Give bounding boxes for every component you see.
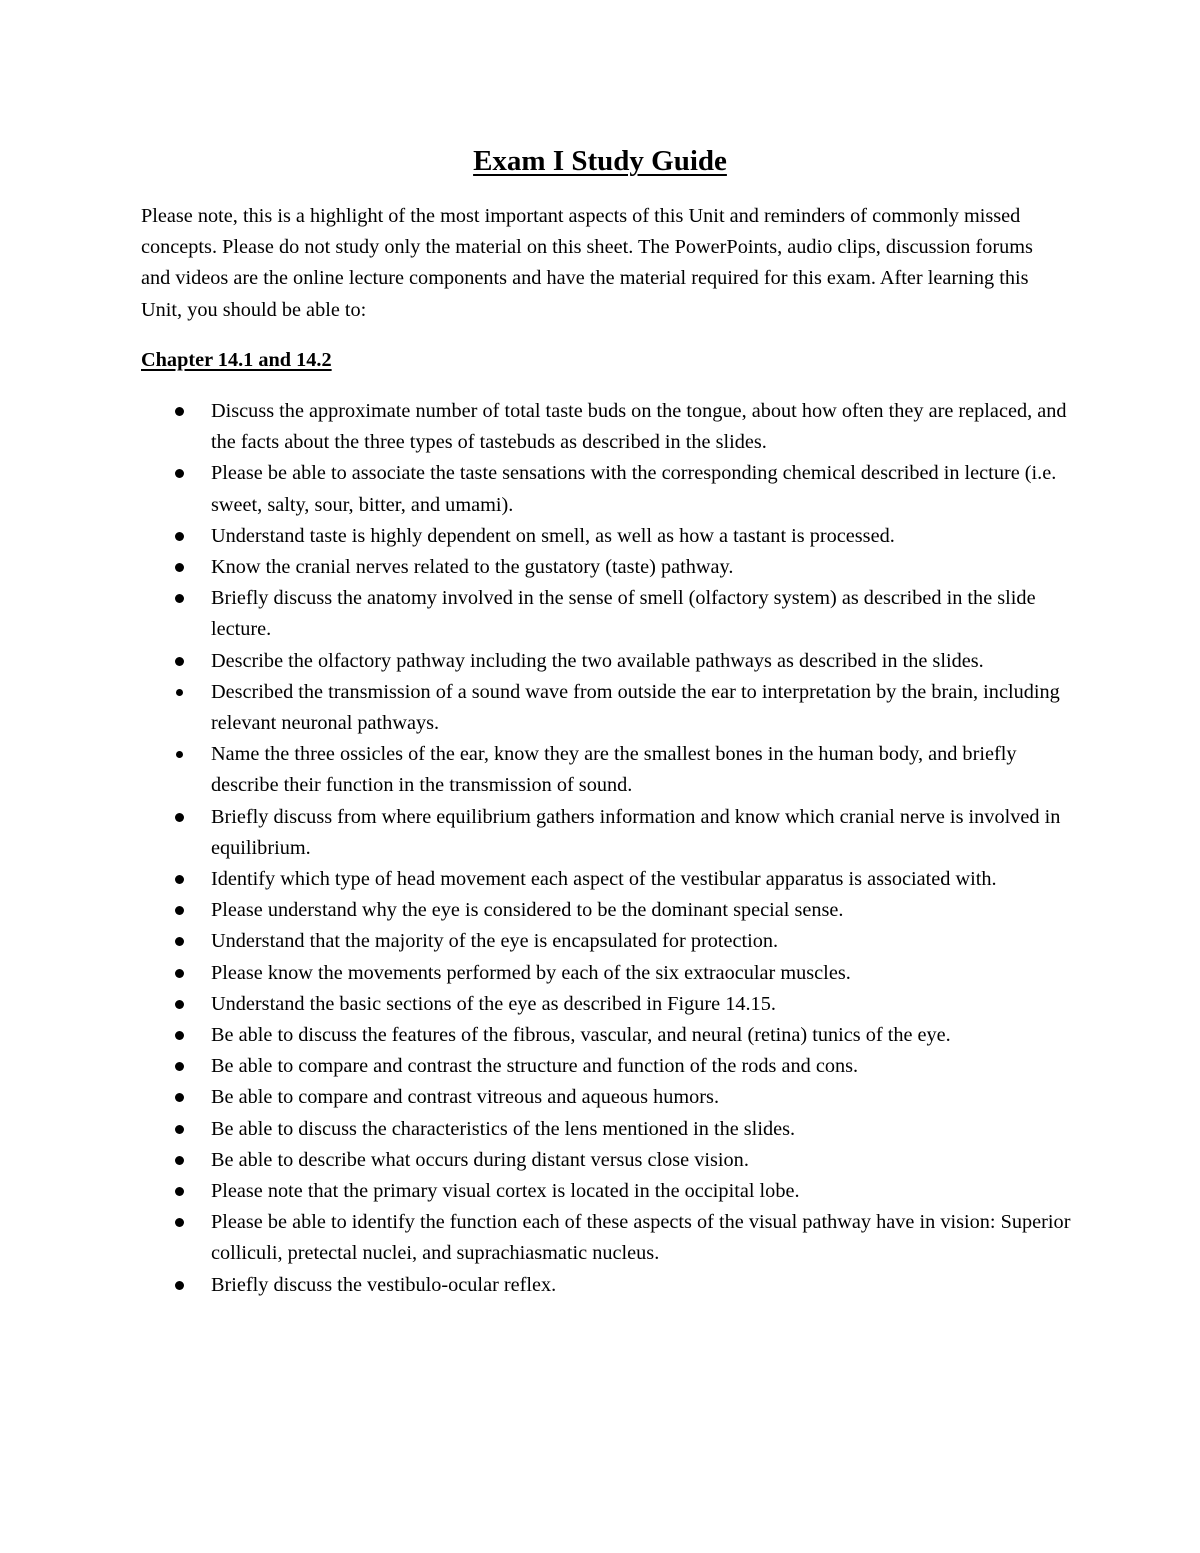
list-item — [211, 1145, 1071, 1176]
list-item-text: Be able to describe what occurs during distant versus close vision. — [211, 1148, 749, 1171]
list-item-text: Described the transmission of a sound wave from outside the ear to interpretation by the brain, including relevant neuronal pathways. — [211, 680, 1060, 735]
list-item-text: Be able to compare and contrast vitreous and aqueous humors. — [211, 1086, 720, 1109]
list-item — [211, 1270, 1071, 1301]
list-item-text: Please know the movements performed by each of the six extraocular muscles. — [211, 961, 851, 984]
list-item — [211, 958, 1071, 989]
list-item — [211, 552, 1071, 583]
bullet-icon — [175, 906, 184, 915]
list-item — [211, 583, 1071, 645]
list-item — [211, 1020, 1071, 1051]
list-item — [211, 521, 1071, 552]
bullet-icon — [175, 469, 184, 478]
list-item-text: Understand the basic sections of the eye as described in Figure 14.15. — [211, 992, 776, 1015]
list-item — [211, 989, 1071, 1020]
bullet-icon — [175, 1187, 184, 1196]
list-item-text: Discuss the approximate number of total taste buds on the tongue, about how often they are replaced, and the facts about the three types of tastebuds as described in the slides. — [211, 400, 1067, 454]
bullet-icon — [175, 969, 184, 978]
list-item-text: Know the cranial nerves related to the gustatory (taste) pathway. — [211, 556, 734, 579]
bullet-icon — [175, 563, 184, 572]
list-item-text: Name the three ossicles of the ear, know they are the smallest bones in the human body, and briefly describe their function in the transmission of sound. — [211, 743, 1017, 797]
bullet-icon — [175, 937, 184, 946]
list-item — [211, 1176, 1071, 1207]
list-item-text: Please be able to associate the taste sensations with the corresponding chemical described in lecture (i.e. sweet, salty, sour, bitter, and umami). — [211, 462, 1057, 516]
list-item-text: Please be able to identify the function each of these aspects of the visual pathway have in vision: Superior colliculi, pretectal nuclei, and suprachiasmatic nucleus. — [211, 1211, 1071, 1265]
bullet-icon — [175, 532, 184, 541]
list-item-text: Briefly discuss the anatomy involved in the sense of smell (olfactory system) as described in the slide lecture. — [211, 587, 1036, 641]
list-item — [211, 677, 1071, 739]
page-title: Exam I Study Guide — [473, 145, 727, 177]
list-item — [211, 802, 1071, 864]
list-item-text: Be able to discuss the characteristics of the lens mentioned in the slides. — [211, 1117, 796, 1140]
objectives-list — [211, 396, 1071, 1301]
list-item — [211, 1082, 1071, 1113]
list-item — [211, 458, 1071, 520]
bullet-icon — [175, 813, 184, 822]
bullet-icon — [175, 1281, 184, 1290]
list-item — [211, 739, 1071, 801]
bullet-icon — [175, 1125, 184, 1134]
list-item — [211, 1114, 1071, 1145]
bullet-icon — [175, 1000, 184, 1009]
bullet-icon — [175, 1062, 184, 1071]
list-item-text: Understand that the majority of the eye is encapsulated for protection. — [211, 930, 779, 953]
list-item-text: Understand taste is highly dependent on smell, as well as how a tastant is processed. — [211, 524, 895, 547]
list-item-text: Please note that the primary visual cortex is located in the occipital lobe. — [211, 1180, 800, 1203]
bullet-icon — [175, 1218, 184, 1227]
list-item — [211, 646, 1071, 677]
list-item — [211, 864, 1071, 895]
list-item-text: Briefly discuss the vestibulo-ocular reflex. — [211, 1273, 557, 1296]
bullet-icon — [175, 1031, 184, 1040]
bullet-icon — [176, 689, 183, 696]
list-item-text: Briefly discuss from where equilibrium gathers information and know which cranial nerve is involved in equilibrium. — [211, 805, 1061, 859]
bullet-icon — [175, 1156, 184, 1165]
bullet-icon — [175, 594, 184, 603]
intro-paragraph: Please note, this is a highlight of the most important aspects of this Unit and reminders of commonly missed concepts. Please do not study only the material on this sheet. The PowerPoints, audio clips, discussion forums and videos are the online lecture components and have the material required for this exam. After learning this Unit, you should be able to: — [141, 205, 1033, 321]
list-item-text: Please understand why the eye is considered to be the dominant special sense. — [211, 899, 844, 922]
bullet-icon — [175, 657, 184, 666]
list-item — [211, 396, 1071, 458]
bullet-icon — [175, 407, 184, 416]
list-item-text: Identify which type of head movement each aspect of the vestibular apparatus is associated with. — [211, 868, 997, 891]
bullet-icon — [176, 751, 183, 758]
list-item — [211, 1051, 1071, 1082]
bullet-icon — [175, 1093, 184, 1102]
list-item — [211, 926, 1071, 957]
bullet-icon — [175, 875, 184, 884]
list-item-text: Be able to discuss the features of the fibrous, vascular, and neural (retina) tunics of the eye. — [211, 1024, 951, 1047]
list-item-text: Be able to compare and contrast the structure and function of the rods and cons. — [211, 1055, 859, 1078]
list-item-text: Describe the olfactory pathway including the two available pathways as described in the slides. — [211, 649, 984, 672]
section-heading: Chapter 14.1 and 14.2 — [141, 349, 332, 371]
list-item — [211, 895, 1071, 926]
list-item — [211, 1207, 1071, 1269]
